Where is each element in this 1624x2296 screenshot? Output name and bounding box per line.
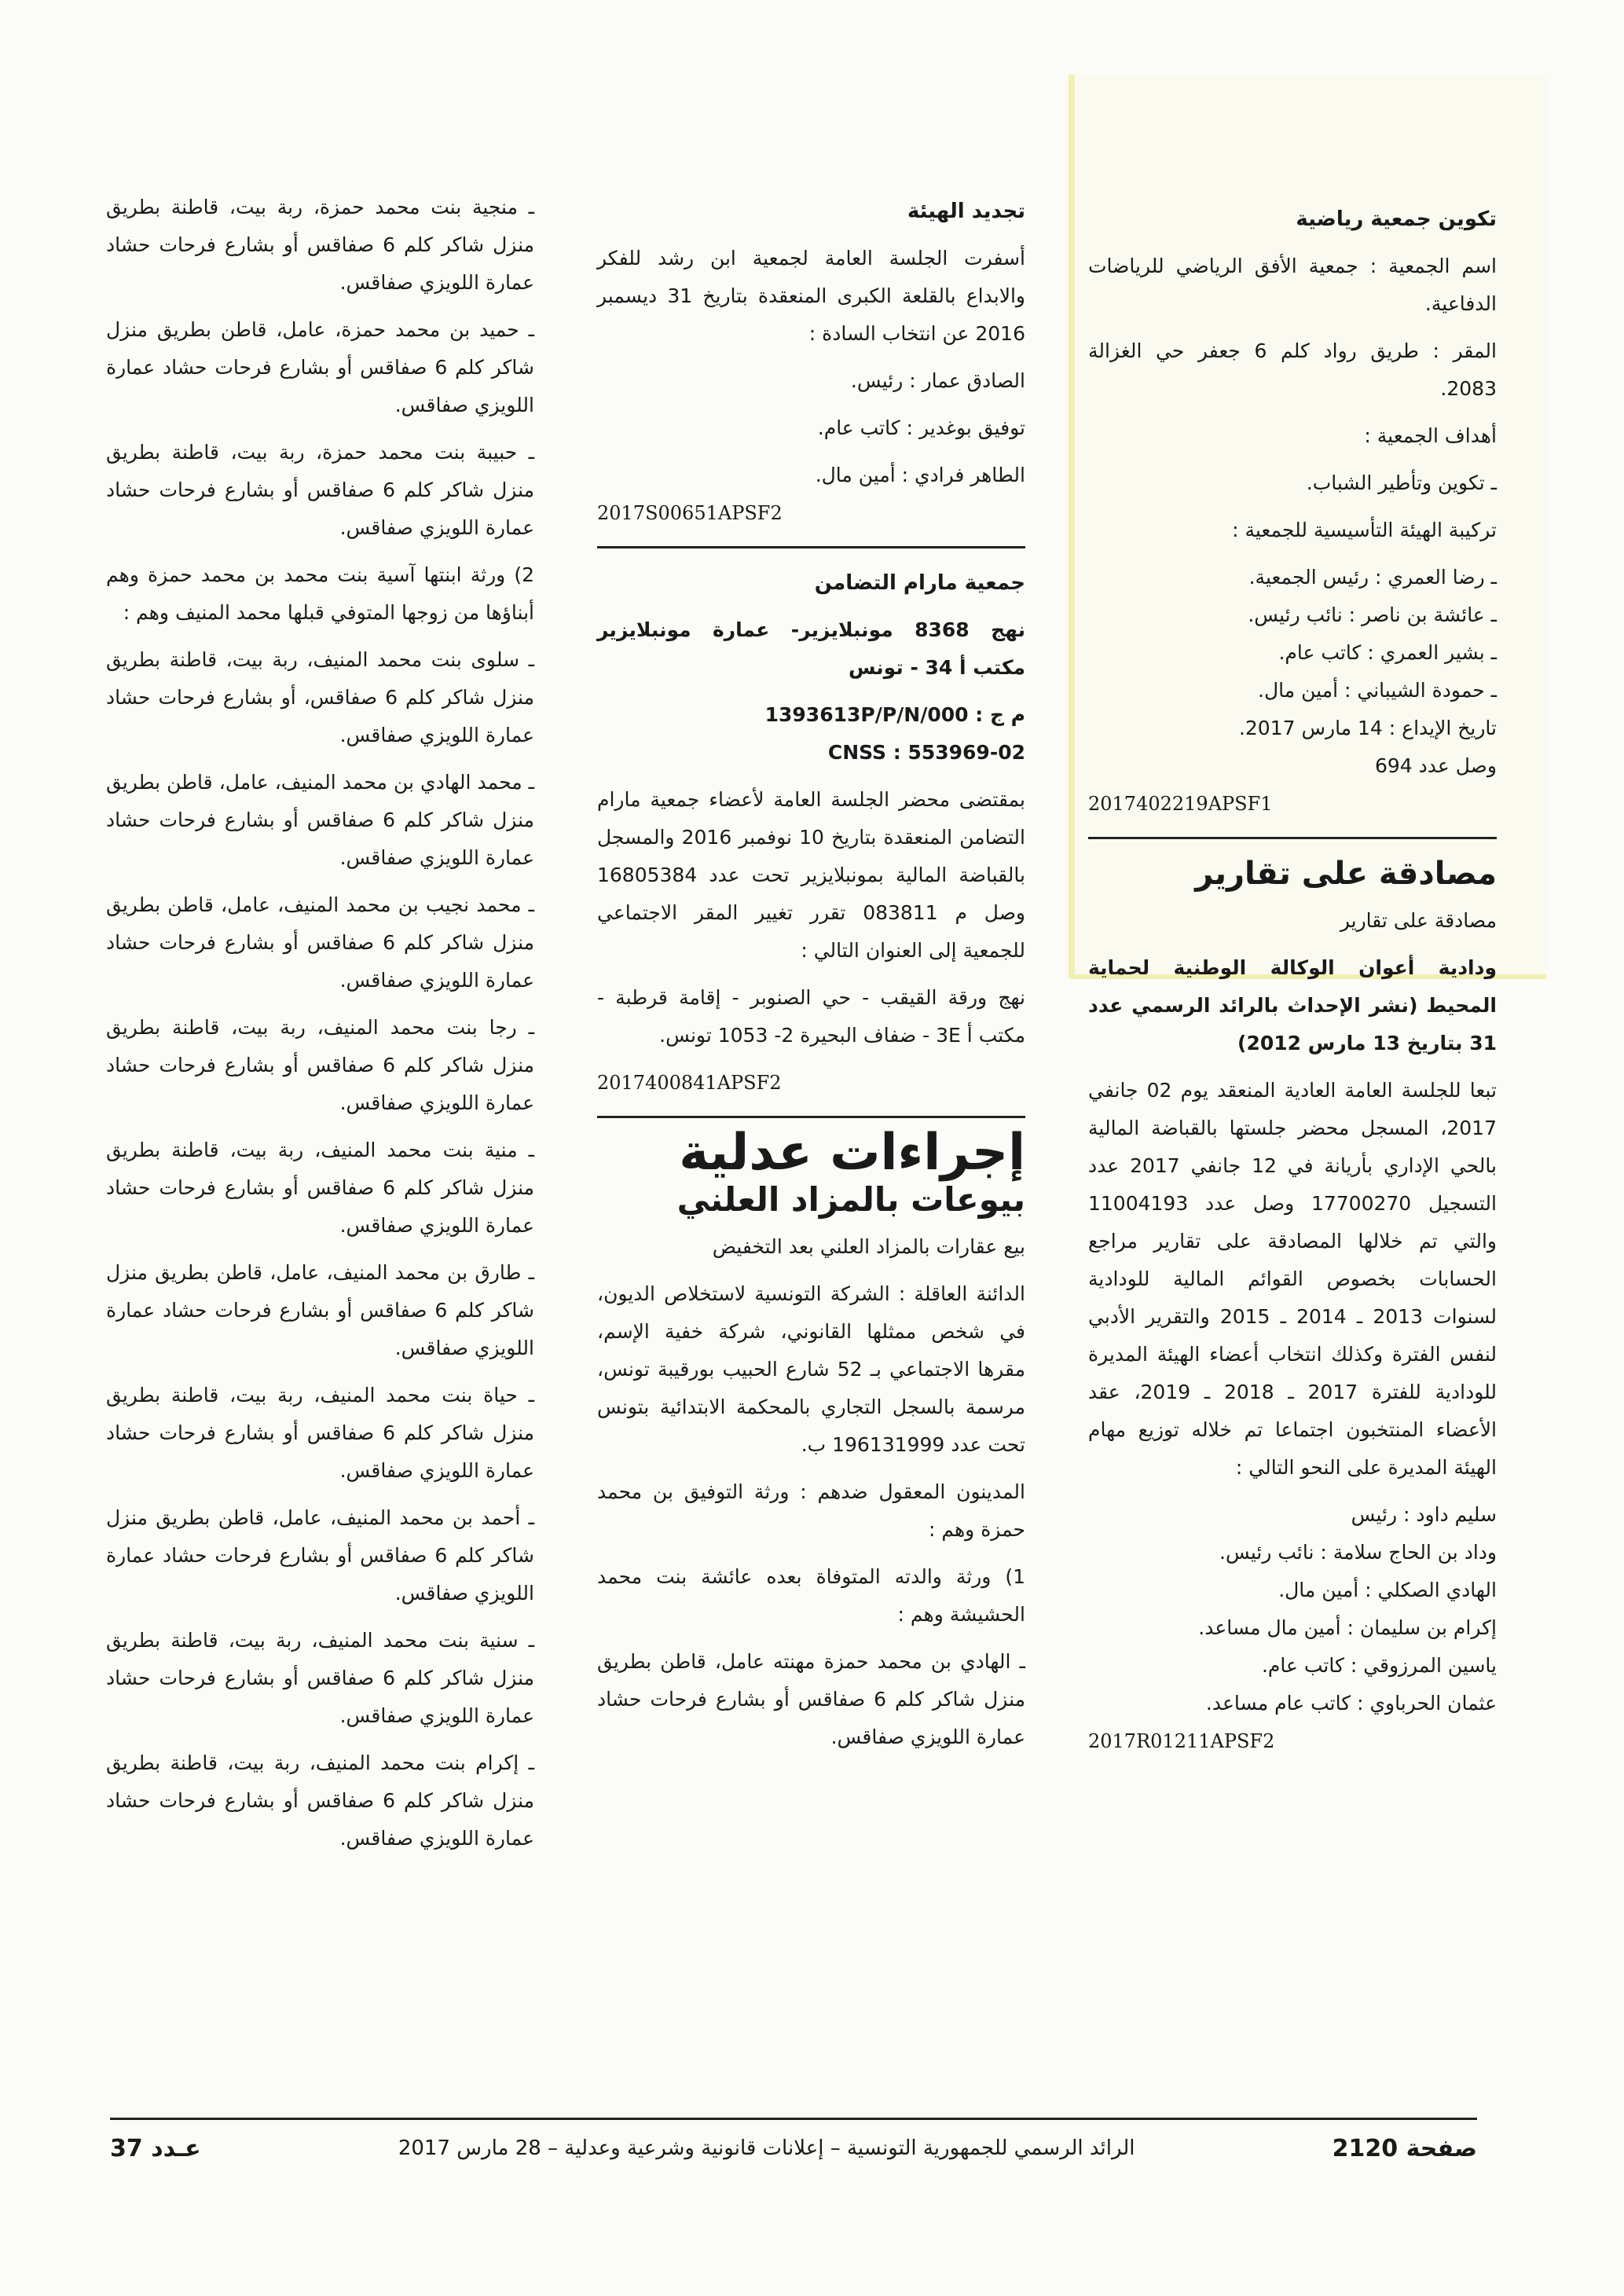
legal-title: إجراءات عدلية (679, 1124, 1025, 1182)
heir-entry: ـ سلوى بنت محمد المنيف، ربة بيت، قاطنة بطريق منزل شاكر كلم 6 صفاقس، أو بشارع فرحات حشاد عمارة اللويزي صفاقس. (106, 648, 534, 746)
left-column (106, 189, 534, 1867)
divider (597, 546, 1025, 548)
heir-entry: ـ أحمد بن محمد المنيف، عامل، قاطن بطريق منزل شاكر كلم 6 صفاقس أو بشارع فرحات حشاد عمارة اللويزي صفاقس. (106, 1506, 534, 1605)
sub-title: مصادقة على تقارير (1340, 909, 1497, 932)
reference-code: 2017402219APSF1 (1088, 793, 1273, 815)
heir-entry: ـ طارق بن محمد المنيف، عامل، قاطن بطريق منزل شاكر كلم 6 صفاقس أو بشارع فرحات حشاد عمارة اللويزي صفاقس. (106, 1261, 534, 1359)
member-item: إكرام بن سليمان : أمين مال مساعد. (1198, 1616, 1497, 1639)
renew-member: الصادق عمار : رئيس. (850, 369, 1025, 392)
receipt-number: وصل عدد 694 (1374, 754, 1497, 777)
heir-entry: ـ الهادي بن محمد حمزة مهنته عامل، قاطن بطريق منزل شاكر كلم 6 صفاقس أو بشارع فرحات حشاد عمارة اللويزي صفاقس. (597, 1650, 1026, 1748)
member-item: الهادي الصكلي : أمين مال. (1278, 1579, 1497, 1601)
renew-member: توفيق بوغدير : كاتب عام. (817, 416, 1025, 439)
goals-label: أهداف الجمعية : (1364, 424, 1497, 447)
assoc2-body: بمقتضى محضر الجلسة العامة لأعضاء جمعية مارام التضامن المنعقدة بتاريخ 10 نوفمبر 2016 والمسجل بالقباضة المالية بمونبلايزير تحت عدد 16805384 وصل م 083811 تقرر تغيير المقر الاجتماعي للجمعية إلى العنوان التالي : (597, 788, 1025, 962)
founder-item: ـ حمودة الشيباني : أمين مال. (1258, 679, 1497, 702)
renew-body: أسفرت الجلسة العامة لجمعية ابن رشد للفكر والابداع بالقلعة الكبرى المنعقدة بتاريخ 31 ديسمبر 2016 عن انتخاب السادة : (597, 247, 1025, 345)
assoc-seat: المقر : طريق رواد كلم 6 جعفر حي الغزالة 2083. (1088, 339, 1497, 400)
page-footer (110, 2118, 1477, 2172)
assoc2-title: جمعية مارام التضامن (814, 571, 1025, 595)
heir-entry: ـ محمد الهادي بن محمد المنيف، عامل، قاطن بطريق منزل شاكر كلم 6 صفاقس أو بشارع فرحات حشاد عمارة اللويزي صفاقس. (106, 771, 535, 869)
body-paragraph: تبعا للجلسة العامة العادية المنعقد يوم 02 جانفي 2017، المسجل محضر جلستها بالقباضة المالية بالحي الإداري بأريانة في 12 جانفي 2017 عدد التسجيل 17700270 وصل عدد 11004193 والتي تم خلالها المصادقة على تقارير مراجع الحسابات بخصوص القوائم المالية للودادية لسنوات 2013 ـ 2014 ـ 2015 والتقرير الأدبي لنفس الفترة وكذلك انتخاب أعضاء الهيئة المديرة للودادية للفترة 2017 ـ 2018 ـ 2019، عقد الأعضاء المنتخبون اجتماعا تم خلاله توزيع مهام الهيئة المديرة على النحو التالي : (1088, 1079, 1498, 1479)
new-address: نهج ورقة القيقب - حي الصنوبر - إقامة قرطبة - مكتب أ 3E - ضفاف البحيرة 2- 1053 تونس. (597, 986, 1025, 1047)
section-title: مصادقة على تقارير (1195, 856, 1497, 892)
renew-title: تجديد الهيئة (907, 200, 1025, 223)
publication-title: الرائد الرسمي للجمهورية التونسية – إعلانات قانونية وشرعية وعدلية – 28 مارس 2017 (398, 2136, 1135, 2160)
heir-entry: ـ إكرام بنت محمد المنيف، ربة بيت، قاطنة بطريق منزل شاكر كلم 6 صفاقس أو بشارع فرحات حشاد عمارة اللويزي صفاقس. (106, 1751, 535, 1850)
heirs-group-2: 2) ورثة ابنتها آسية بنت محمد بن محمد حمزة وهم أبناؤها من زوجها المتوفي قبلها محمد المنيف وهم : (106, 563, 534, 624)
heir-entry: ـ منجية بنت محمد حمزة، ربة بيت، قاطنة بطريق منزل شاكر كلم 6 صفاقس أو بشارع فرحات حشاد عمارة اللويزي صفاقس. (106, 196, 535, 294)
debtors: المدينون المعقول ضدهم : ورثة التوفيق بن محمد حمزة وهم : (597, 1480, 1025, 1541)
assoc-name: اسم الجمعية : جمعية الأفق الرياضي للرياضات الدفاعية. (1088, 255, 1497, 315)
deposit-date: تاريخ الإيداع : 14 مارس 2017. (1238, 717, 1497, 739)
member-item: سليم داود : رئيس (1351, 1503, 1497, 1526)
page-number: صفحة 2120 (1332, 2134, 1477, 2162)
reference-code: 2017R01211APSF2 (1088, 1730, 1275, 1752)
reference-code: 2017400841APSF2 (597, 1072, 782, 1094)
reference-code: 2017S00651APSF2 (597, 502, 783, 524)
member-item: عثمان الحرباوي : كاتب عام مساعد. (1205, 1692, 1497, 1715)
right-column (1088, 200, 1497, 1770)
heir-entry: ـ رجا بنت محمد المنيف، ربة بيت، قاطنة بطريق منزل شاكر كلم 6 صفاقس أو بشارع فرحات حشاد عمارة اللويزي صفاقس. (106, 1016, 535, 1114)
founder-item: ـ بشير العمري : كاتب عام. (1278, 641, 1497, 664)
founder-item: ـ رضا العمري : رئيس الجمعية. (1248, 566, 1497, 589)
member-item: ياسين المرزوقي : كاتب عام. (1261, 1654, 1497, 1677)
renew-member: الطاهر فرادي : أمين مال. (815, 464, 1025, 486)
divider (597, 1116, 1025, 1118)
founders-label: تركيبة الهيئة التأسيسية للجمعية : (1232, 519, 1497, 541)
heir-entry: ـ حبيبة بنت محمد حمزة، ربة بيت، قاطنة بطريق منزل شاكر كلم 6 صفاقس أو بشارع فرحات حشاد عمارة اللويزي صفاقس. (106, 441, 535, 539)
heir-entry: ـ حميد بن محمد حمزة، عامل، قاطن بطريق منزل شاكر كلم 6 صفاقس أو بشارع فرحات حشاد عمارة اللويزي صفاقس. (106, 318, 534, 416)
auction-subtitle: بيع عقارات بالمزاد العلني بعد التخفيض (712, 1235, 1025, 1258)
divider (1088, 837, 1497, 839)
creditor: الدائنة العاقلة : الشركة التونسية لاستخلاص الديون، في شخص ممثلها القانوني، شركة خفية الإسم، مقرها الاجتماعي بـ 52 شارع الحبيب بورقيبة تونس، مرسمة بالسجل التجاري بالمحكمة الابتدائية بتونس تحت عدد 196131999 ب. (597, 1282, 1025, 1456)
heir-entry: ـ محمد نجيب بن محمد المنيف، عامل، قاطن بطريق منزل شاكر كلم 6 صفاقس أو بشارع فرحات حشاد عمارة اللويزي صفاقس. (106, 893, 535, 992)
founder-item: ـ عائشة بن ناصر : نائب رئيس. (1248, 603, 1497, 626)
goal-item: ـ تكوين وتأطير الشباب. (1306, 471, 1497, 494)
heirs-group-1: 1) ورثة والدته المتوفاة بعده عائشة بنت محمد الحشيشة وهم : (597, 1565, 1025, 1626)
bold-heading: ودادية أعوان الوكالة الوطنية لحماية المحيط (نشر الإحداث بالرائد الرسمي عدد 31 بتاريخ 13 مارس 2012) (1088, 956, 1497, 1054)
assoc2-address: نهج 8368 مونبلايزير- عمارة مونبلايزير مكتب أ 34 - تونس (597, 618, 1025, 679)
heir-entry: ـ حياة بنت محمد المنيف، ربة بيت، قاطنة بطريق منزل شاكر كلم 6 صفاقس أو بشارع فرحات حشاد عمارة اللويزي صفاقس. (106, 1384, 535, 1482)
issue-number: عـدد 37 (110, 2134, 201, 2162)
middle-column (597, 193, 1025, 1766)
heir-entry: ـ منية بنت محمد المنيف، ربة بيت، قاطنة بطريق منزل شاكر كلم 6 صفاقس أو بشارع فرحات حشاد عمارة اللويزي صفاقس. (106, 1139, 535, 1237)
auction-title: بيوعات بالمزاد العلني (676, 1180, 1025, 1219)
member-item: وداد بن الحاج سلامة : نائب رئيس. (1219, 1541, 1497, 1564)
tax-id: م ج : 1393613P/P/N/000 (764, 703, 1025, 726)
cnss-number: CNSS : 553969-02 (827, 741, 1025, 764)
assoc-title: تكوين جمعية رياضية (1296, 207, 1497, 231)
heir-entry: ـ سنية بنت محمد المنيف، ربة بيت، قاطنة بطريق منزل شاكر كلم 6 صفاقس أو بشارع فرحات حشاد عمارة اللويزي صفاقس. (106, 1629, 535, 1727)
